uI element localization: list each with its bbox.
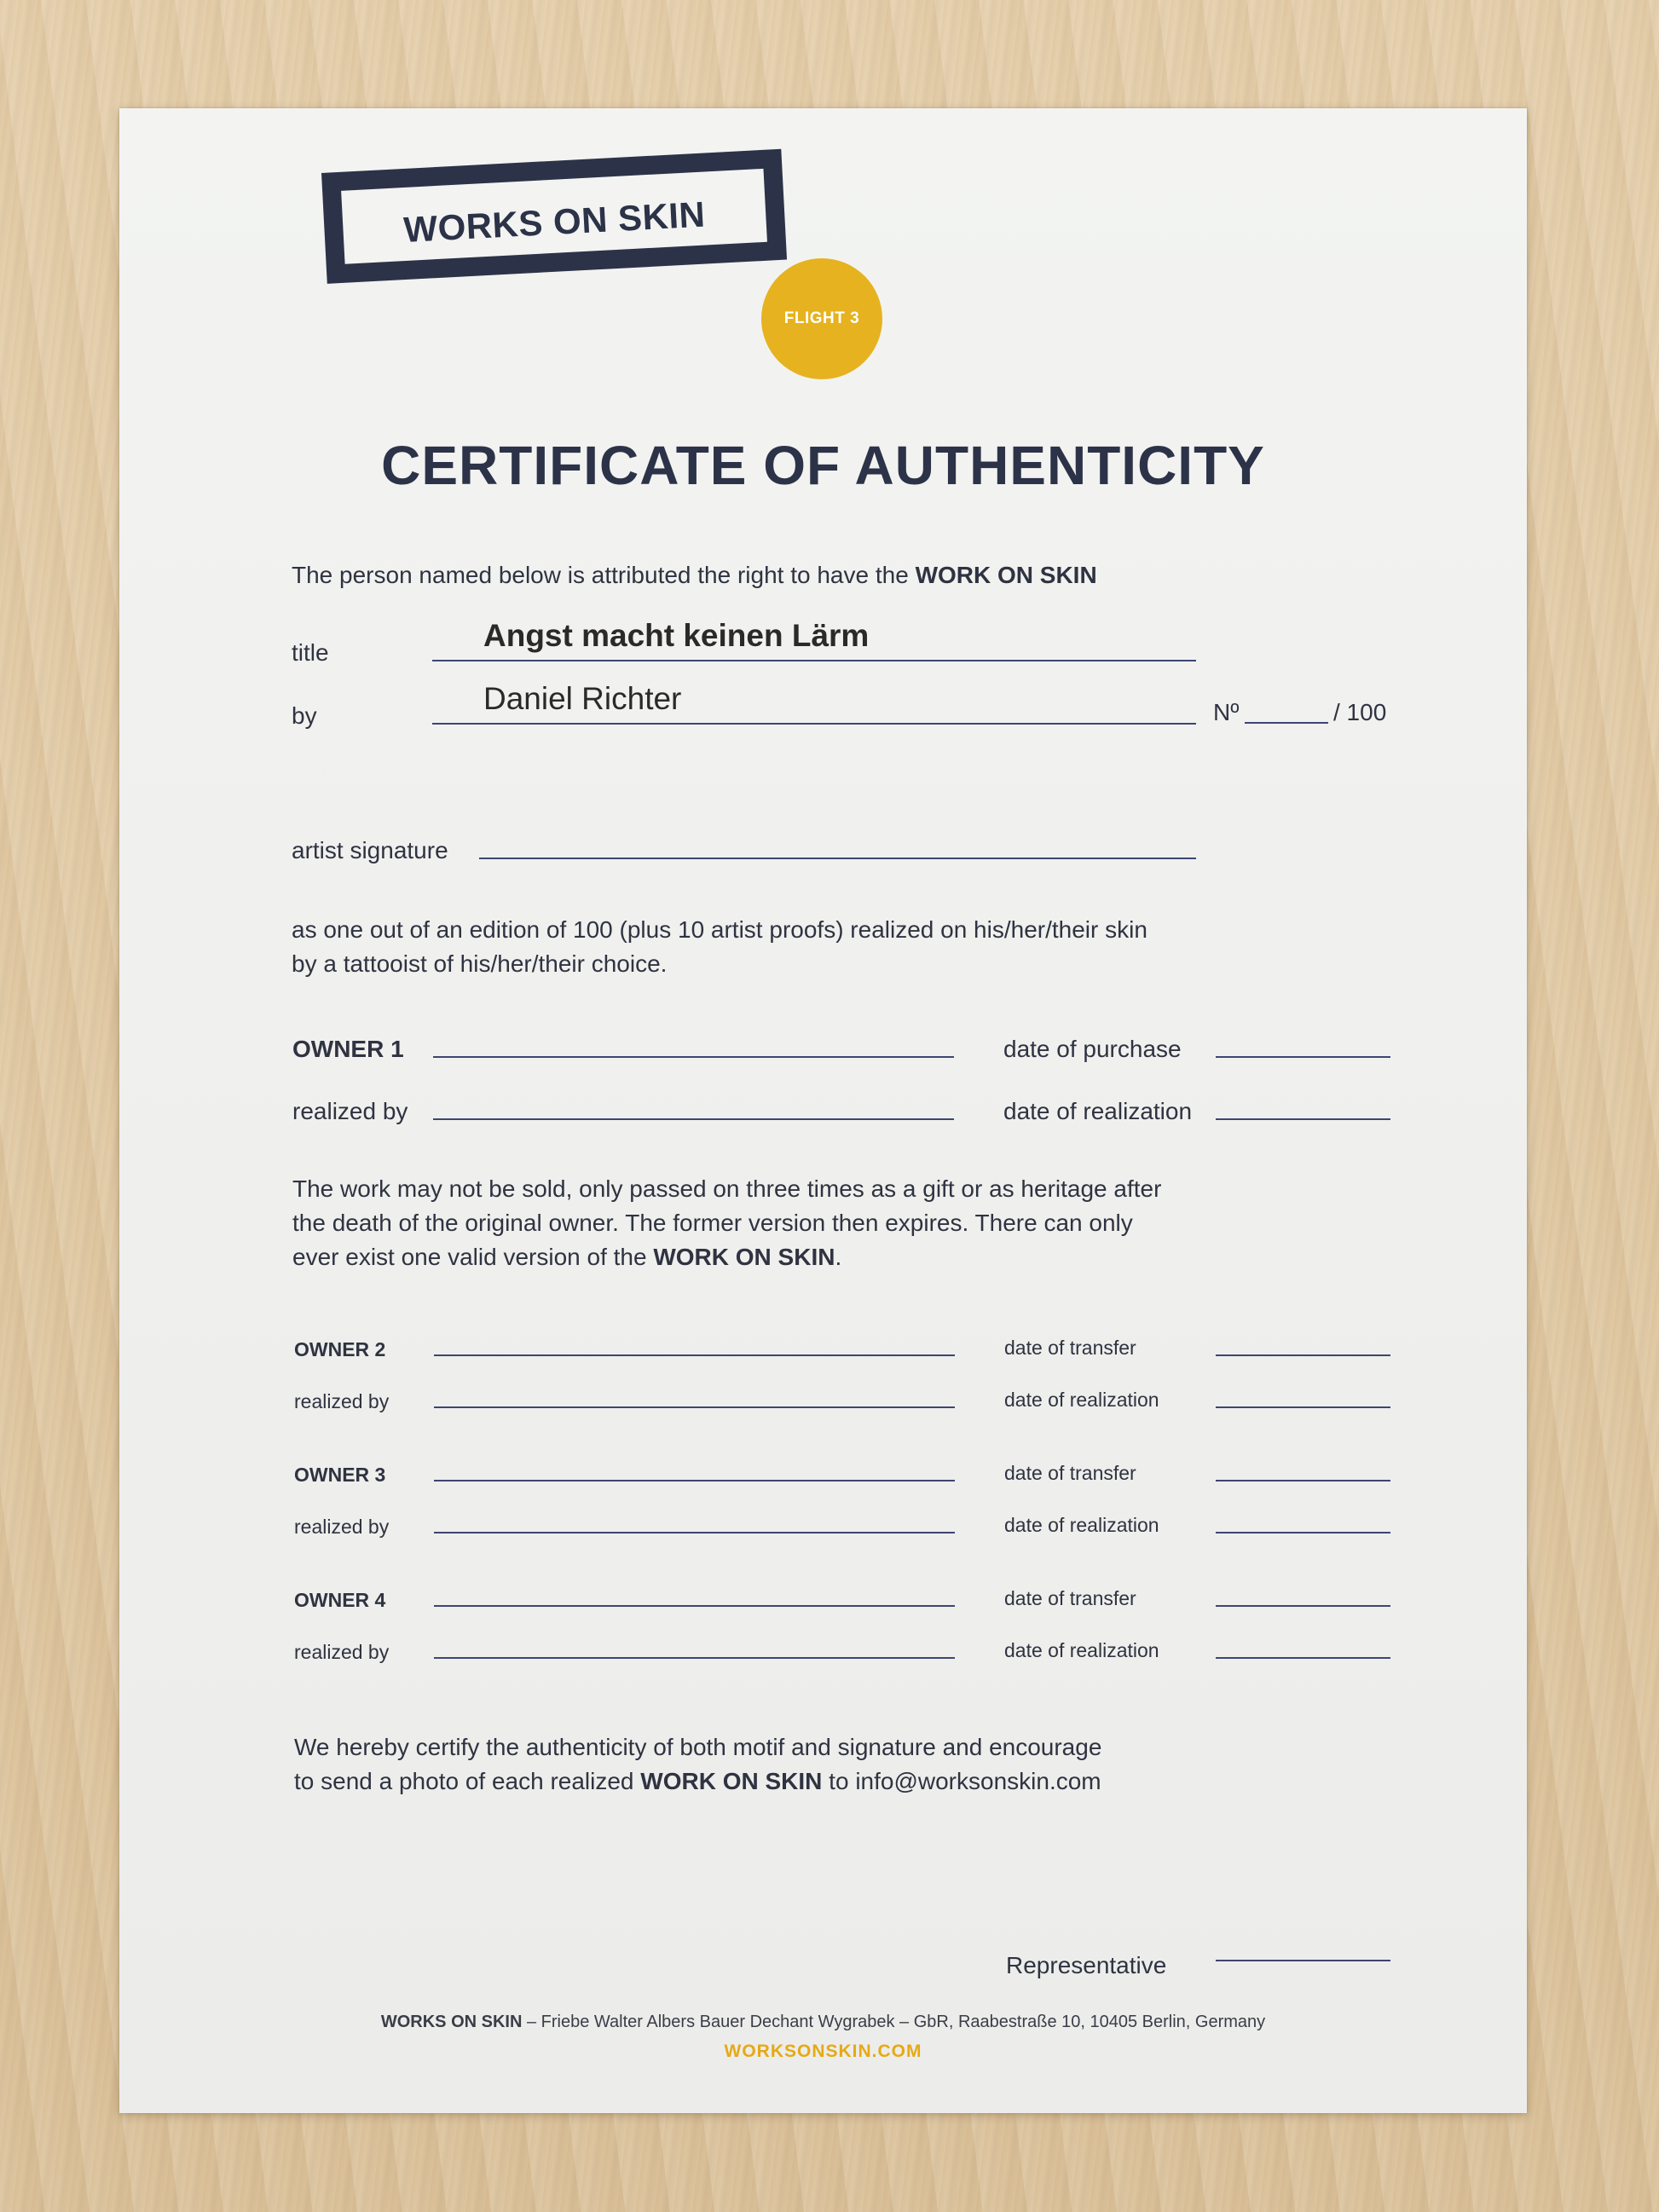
owner-3-realized-label: realized by	[294, 1516, 390, 1538]
signature-label: artist signature	[292, 837, 448, 863]
page-title: CERTIFICATE OF AUTHENTICITY	[381, 435, 1265, 496]
owner-2-label: OWNER 2	[294, 1338, 386, 1360]
works-on-skin-logo	[321, 149, 787, 284]
owner-3-date-realization-label: date of realization	[1004, 1514, 1159, 1536]
owner-3-line[interactable]	[434, 1480, 955, 1481]
date-of-purchase-label: date of purchase	[1003, 1036, 1182, 1062]
owner-3-date-transfer-label: date of transfer	[1004, 1462, 1136, 1484]
signature-line[interactable]	[479, 858, 1196, 859]
title-label: title	[292, 639, 329, 666]
owner-1-realized-label: realized by	[292, 1098, 408, 1124]
flight-badge: FLIGHT 3	[761, 258, 882, 379]
number-label: Nº	[1213, 699, 1240, 725]
owner-2-realized-line[interactable]	[434, 1406, 955, 1408]
date-of-purchase-line[interactable]	[1216, 1056, 1390, 1058]
owner-2-date-transfer-label: date of transfer	[1004, 1337, 1136, 1359]
owner-2-date-realization-line[interactable]	[1216, 1406, 1390, 1408]
representative-line[interactable]	[1216, 1960, 1390, 1961]
owner-3-date-transfer-line[interactable]	[1216, 1480, 1390, 1481]
owner-1-realized-line[interactable]	[433, 1118, 954, 1120]
owner-3-date-realization-line[interactable]	[1216, 1532, 1390, 1533]
representative-label: Representative	[1006, 1952, 1167, 1978]
owner-2-date-realization-label: date of realization	[1004, 1389, 1159, 1411]
certificate-sheet	[119, 108, 1527, 2113]
footer-address: WORKS ON SKIN – Friebe Walter Albers Bauer Dechant Wygrabek – GbR, Raabestraße 10, 10405 Berlin, Germany	[380, 2013, 1266, 2031]
owner-2-realized-label: realized by	[294, 1390, 390, 1412]
owner-4-date-realization-label: date of realization	[1004, 1639, 1159, 1661]
edition-text: as one out of an edition of 100 (plus 10 artist proofs) realized on his/her/their skin by a tattooist of his/her/their choice.	[292, 916, 1147, 977]
logo-text: WORKS ON SKIN	[402, 193, 707, 251]
owner-4-realized-line[interactable]	[434, 1657, 955, 1659]
owner-4-date-transfer-label: date of transfer	[1004, 1587, 1136, 1609]
by-line[interactable]	[432, 723, 1196, 725]
owner-1-date-realization-line[interactable]	[1216, 1118, 1390, 1120]
owner-1-label: OWNER 1	[292, 1036, 404, 1062]
intro-text: The person named below is attributed the right to have the WORK ON SKIN	[292, 562, 1097, 588]
title-line[interactable]	[432, 660, 1196, 661]
owner-4-date-transfer-line[interactable]	[1216, 1605, 1390, 1607]
owner-1-line[interactable]	[433, 1056, 954, 1058]
by-label: by	[292, 702, 317, 729]
owner-3-label: OWNER 3	[294, 1464, 386, 1486]
closing-text: We hereby certify the authenticity of both motif and signature and encourage to send a photo of each realized WORK ON SKIN to info@worksonskin.com	[294, 1734, 1102, 1794]
owner-3-realized-line[interactable]	[434, 1532, 955, 1533]
website-link[interactable]: WORKSONSKIN.COM	[724, 2042, 922, 2061]
owner-4-date-realization-line[interactable]	[1216, 1657, 1390, 1659]
owner-1-date-realization-label: date of realization	[1003, 1098, 1193, 1124]
rules-text: The work may not be sold, only passed on three times as a gift or as heritage after the death of the original owner. The former version then expires. There can only ever exist one valid version of the WORK ON SKIN.	[292, 1175, 1162, 1270]
number-total: / 100	[1333, 699, 1387, 725]
title-value: Angst macht keinen Lärm	[483, 618, 870, 653]
owner-2-date-transfer-line[interactable]	[1216, 1354, 1390, 1356]
owner-4-line[interactable]	[434, 1605, 955, 1607]
owner-4-label: OWNER 4	[294, 1589, 386, 1611]
owner-4-realized-label: realized by	[294, 1641, 390, 1663]
number-line[interactable]	[1245, 722, 1328, 724]
owner-2-line[interactable]	[434, 1354, 955, 1356]
artist-name-value: Daniel Richter	[483, 681, 682, 716]
